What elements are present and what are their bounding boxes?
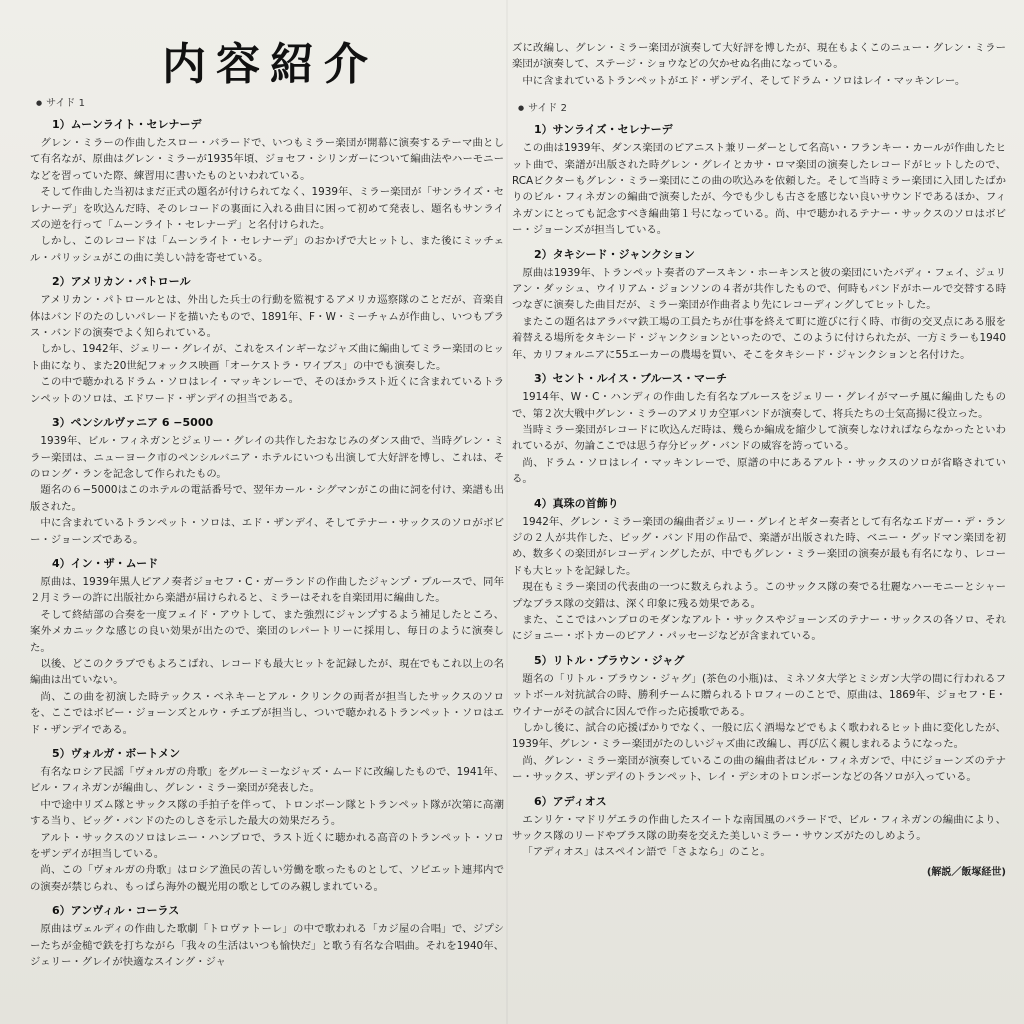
track-adios (512, 794, 1006, 878)
track-paragraph: 1914年、W・C・ハンディの作曲した有名なブルースをジェリー・グレイがマーチ風に編曲したもので、第２次大戦中グレン・ミラーのアメリカ空軍バンドが演奏して、将兵たちの士気高揚に役立った。 (512, 391, 1006, 420)
track-heading: 5）リトル・ブラウン・ジャグ (534, 653, 685, 667)
track-heading: 6）アンヴィル・コーラス (52, 904, 180, 918)
track-sunrise-serenade (512, 122, 1006, 238)
track-paragraph: 原曲は、1939年黒人ピアノ奏者ジョセフ・C・ガーランドの作曲したジャンプ・ブルースで、同年２月ミラーの許に出版社から楽譜が届けられると、ミラーはそれを自楽団用に編曲した。 (30, 575, 504, 605)
track-paragraph: そして終結部の合奏を一度フェイド・アウトして、また強烈にジャンプするよう補足したところ、案外メカニックな感じの良い効果が出たので、楽団のレパートリーに採用し、毎日のように演奏した。 (30, 608, 504, 654)
track-heading: 5）ヴォルガ・ボートメン (52, 747, 181, 760)
track-paragraph: 尚、この曲を初演した時テックス・ベネキーとアル・クリンクの両者が担当したサックスのソロを、ここではボビー・ジョーンズとルウ・チエブが担当し、ついで聴かれるトランペット・ソロはエド・ザンデイである。 (30, 690, 504, 736)
track-paragraph: アメリカン・パトロールとは、外出した兵士の行動を監視するアメリカ巡察隊のことだが、音楽自体はバンドのたのしいパレードを描いたもので、1891年、F・W・ミーチャムが作曲し、いつもブラス・バンドの演奏でよく知られている。 (30, 294, 504, 340)
track-paragraph: 原曲はヴェルディの作曲した歌劇「トロヴァトーレ」の中で歌われる「カジ屋の合唱」で、ジプシーたちが金槌で鉄を打ちながら「我々の生活はいつも愉快だ」と歌う有名な合唱曲。それを1940年、ジェリー・グレイが快適なスイング・ジャ (30, 923, 504, 969)
track-paragraph: グレン・ミラーの作曲したスロー・バラードで、いつもミラー楽団が開幕に演奏するテーマ曲として有名なが、原曲はグレン・ミラーが1935年頃、ジョセフ・シリンガーについて編曲法やハーモニーなどを習っていた際、練習用に書いたものといわれている。 (30, 137, 504, 182)
track-paragraph: 当時ミラー楽団がレコードに吹込んだ時は、幾らか編成を縮少して演奏しなければならなかったといわれているが、勿論ここでは思う存分ビッグ・バンドの威容を誇っている。 (512, 423, 1006, 453)
track-paragraph: この中で聴かれるドラム・ソロはレイ・マッキンレーで、そのほかラスト近くに含まれているトランペットのソロは、エドワード・ザンデイの担当である。 (30, 376, 504, 405)
track-paragraph: またこの題名はアラバマ鉄工場の工員たちが仕事を終えて町に遊びに行く時、市街の交叉点にある服を着替える場所をタキシード・ジャンクションといったので、このように付けられたが、一方ミラーも1940年、カリフォルニアに55エーカーの農場を買い、そこをタキシード・ジャンクションと名付けた。 (512, 315, 1006, 361)
track-pennsylvania-6-5000 (30, 415, 504, 548)
track-st-louis-blues-march (512, 371, 1006, 487)
track-paragraph: 尚、ドラム・ソロはレイ・マッキンレーで、原譜の中にあるアルト・サックスのソロが省略されている。 (512, 456, 1006, 486)
track-paragraph: 以後、どこのクラブでもよろこばれ、レコードも最大ヒットを記録したが、現在でもこれ以上の名編曲は出ていない。 (30, 657, 504, 687)
track-string-of-pearls (512, 496, 1006, 645)
right-column (512, 0, 1006, 1024)
track-paragraph: 中で途中リズム隊とサックス隊の手拍子を伴って、トロンボーン隊とトランペット隊が次第に高潮する当り、ビッグ・バンドのたのしさを示した最大の効果だろう。 (30, 798, 504, 828)
track-paragraph: 1942年、グレン・ミラー楽団の編曲者ジェリー・グレイとギター奏者として有名なエドガー・デ・ランジの２人が共作した、ビッグ・バンド用の作品で、楽譜が出版された時、ベニー・グッドマン楽団を初め、数多くの楽団がレコーディングしたが、中でもグレン・ミラー楽団の演奏が最も有名になり、レコードも大ヒットを記録した。 (512, 515, 1006, 577)
track-heading: 2）アメリカン・パトロール (52, 275, 191, 289)
track-paragraph: エンリケ・マドリゲエラの作曲したスイートな南国風のバラードで、ビル・フィネガンの編曲により、サックス隊のリードやブラス隊の助奏を交えた美しいミラー・サウンズがたのしめよう。 (512, 813, 1006, 843)
continued-paragraph: ズに改編し、グレン・ミラー楽団が演奏して大好評を博したが、現在もよくこのニュー・グレン・ミラー楽団が演奏して、ステージ・ショウなどの欠かせぬ名曲になっている。 (512, 42, 1006, 71)
track-heading: 3）セント・ルイス・ブルース・マーチ (534, 372, 728, 386)
track-in-the-mood (30, 556, 504, 738)
left-column (30, 0, 504, 1024)
track-paragraph: 中に含まれているトランペット・ソロは、エド・ザンデイ、そしてテナー・サックスのソロがボビー・ジョーンズである。 (30, 517, 504, 546)
track-paragraph: 有名なロシア民謡「ヴォルガの舟歌」をグルーミーなジャズ・ムードに改編したもので、1941年、ビル・フィネガンが編曲し、グレン・ミラー楽団が発表した。 (30, 766, 504, 795)
track-volga-boatmen (30, 746, 504, 895)
track-heading: 2）タキシード・ジャンクション (534, 247, 695, 261)
track-paragraph: 尚、この「ヴォルガの舟歌」はロシア漁民の苦しい労働を歌ったものとして、ソビエット連邦内での演奏が禁じられ、もっぱら海外の観光用の歌としてのみ親しまれている。 (30, 864, 504, 893)
track-paragraph: アルト・サックスのソロはレニー・ハンブロで、ラスト近くに聴かれる高音のトランペット・ソロをザンデイが担当している。 (30, 831, 504, 861)
track-paragraph: 現在もミラー楽団の代表曲の一つに数えられよう。このサックス隊の奏でる壮麗なハーモニーとシャープなブラス隊の交錯は、深く印象に残る効果である。 (512, 581, 1006, 610)
track-heading: 3）ペンシルヴァニア 6 −5000 (52, 416, 214, 430)
track-paragraph: そして作曲した当初はまだ正式の題名が付けられてなく、1939年、ミラー楽団が「サンライズ・セレナーデ」を吹込んだ時、そのレコードの裏面に入れる曲目に困って初めて発表し、題名もサンライズの逆を行って「ムーンライト・セレナーデ」と名付けられた。 (30, 186, 504, 232)
side-1-label: ● サイド 1 (36, 96, 504, 111)
track-heading: 4）イン・ザ・ムード (52, 556, 159, 570)
author-credit: (解説／飯塚経世) (926, 866, 1006, 878)
continued-paragraph: 中に含まれているトランペットがエド・ザンデイ、そしてドラム・ソロはレイ・マッキンレー。 (522, 74, 966, 87)
track-anvil-chorus (30, 903, 504, 970)
page-title: 内容紹介 (162, 39, 378, 90)
track-paragraph: 題名の６−5000はこのホテルの電話番号で、翌年カール・シグマンがこの曲に詞を付け、楽譜も出版された。 (30, 484, 504, 513)
track-moonlight-serenade (30, 117, 504, 266)
track-tuxedo-junction (512, 247, 1006, 363)
track-paragraph: 題名の「リトル・ブラウン・ジャグ」(茶色の小瓶)は、ミネソタ大学とミシガン大学の間に行われるフットボール対抗試合の時、勝利チームに贈られるトロフィーのことで、原曲は、1869年、ジョセフ・E・ウイナーがその試合に因んで作った応援歌である。 (512, 672, 1006, 718)
track-paragraph: また、ここではハンブロのモダンなアルト・サックスやジョーンズのテナー・サックスの各ソロ、それにジョニー・ボトカーのピアノ・パッセージなどが含まれている。 (512, 613, 1006, 643)
page-fold (506, 0, 508, 1024)
track-american-patrol (30, 274, 504, 407)
track-heading: 6）アディオス (534, 794, 607, 808)
track-paragraph: 1939年、ビル・フィネガンとジェリー・グレイの共作したおなじみのダンス曲で、当時グレン・ミラー楽団は、ニューヨーク市のペンシルバニア・ホテルにいつも出演して大好評を博し、これは、そのロング・ランを記念して作られたもの。 (30, 435, 504, 480)
track-paragraph: 尚、グレン・ミラー楽団が演奏しているこの曲の編曲者はビル・フィネガンで、中にジョーンズのテナー・サックス、ザンデイのトランペット、レイ・デシオのトロンボーンなどの各ソロが入っている。 (512, 754, 1006, 784)
track-paragraph: この曲は1939年、ダンス楽団のピアニスト兼リーダーとして名高い・フランキー・カールが作曲したヒット曲で、楽譜が出版された時グレン・グレイとカサ・ロマ楽団の演奏したレコードがヒットしたので、RCAビクターもグレン・ミラー楽団にこの曲の吹込みを依頼した。そして当時ミラー楽団に入団したばかりのビル・フィネガンの編曲で演奏したが、今でも少しも古さを感じない良いサウンドであるほか、フィネガンにとっても記念すべき編曲第１号になっている。尚、中で聴かれるテナー・サックスのソロはボビー・ジョーンズが担当している。 (512, 142, 1006, 237)
track-heading: 1）サンライズ・セレナーデ (534, 123, 673, 137)
track-paragraph: しかし後に、試合の応援ばかりでなく、一般に広く酒場などでもよく歌われるヒット曲に変化したが、1939年、グレン・ミラー楽団がたのしいジャズ曲に改編し、再び広く親しまれるようになった。 (512, 722, 1006, 751)
track-little-brown-jug (512, 653, 1006, 786)
track-heading: 1）ムーンライト・セレナーデ (52, 118, 202, 131)
track-paragraph: しかし、このレコードは「ムーンライト・セレナーデ」のおかげで大ヒットし、また後にミッチェル・パリッシュがこの曲に美しい詩を寄せている。 (30, 235, 504, 264)
track-paragraph: しかし、1942年、ジェリー・グレイが、これをスインギーなジャズ曲に編曲してミラー楽団のヒット曲になり、また20世紀フォックス映画「オーケストラ・ワイブス」の中でも演奏した。 (30, 343, 504, 372)
track-paragraph: 「アディオス」はスペイン語で「さよなら」のこと。 (522, 846, 771, 859)
track-heading: 4）真珠の首飾り (534, 496, 619, 510)
side-2-label: ● サイド 2 (518, 101, 1006, 116)
track-paragraph: 原曲は1939年、トランペット奏者のアースキン・ホーキンスと彼の楽団にいたバディ・フェイ、ジュリアン・ダッシュ、ウイリアム・ジョンソンの４者が共作したもので、何時もバンドがホールで交替する時つなぎに演奏した曲目だが、ミラー楽団が作曲者より先にレコーディングしてヒットした。 (512, 266, 1006, 312)
